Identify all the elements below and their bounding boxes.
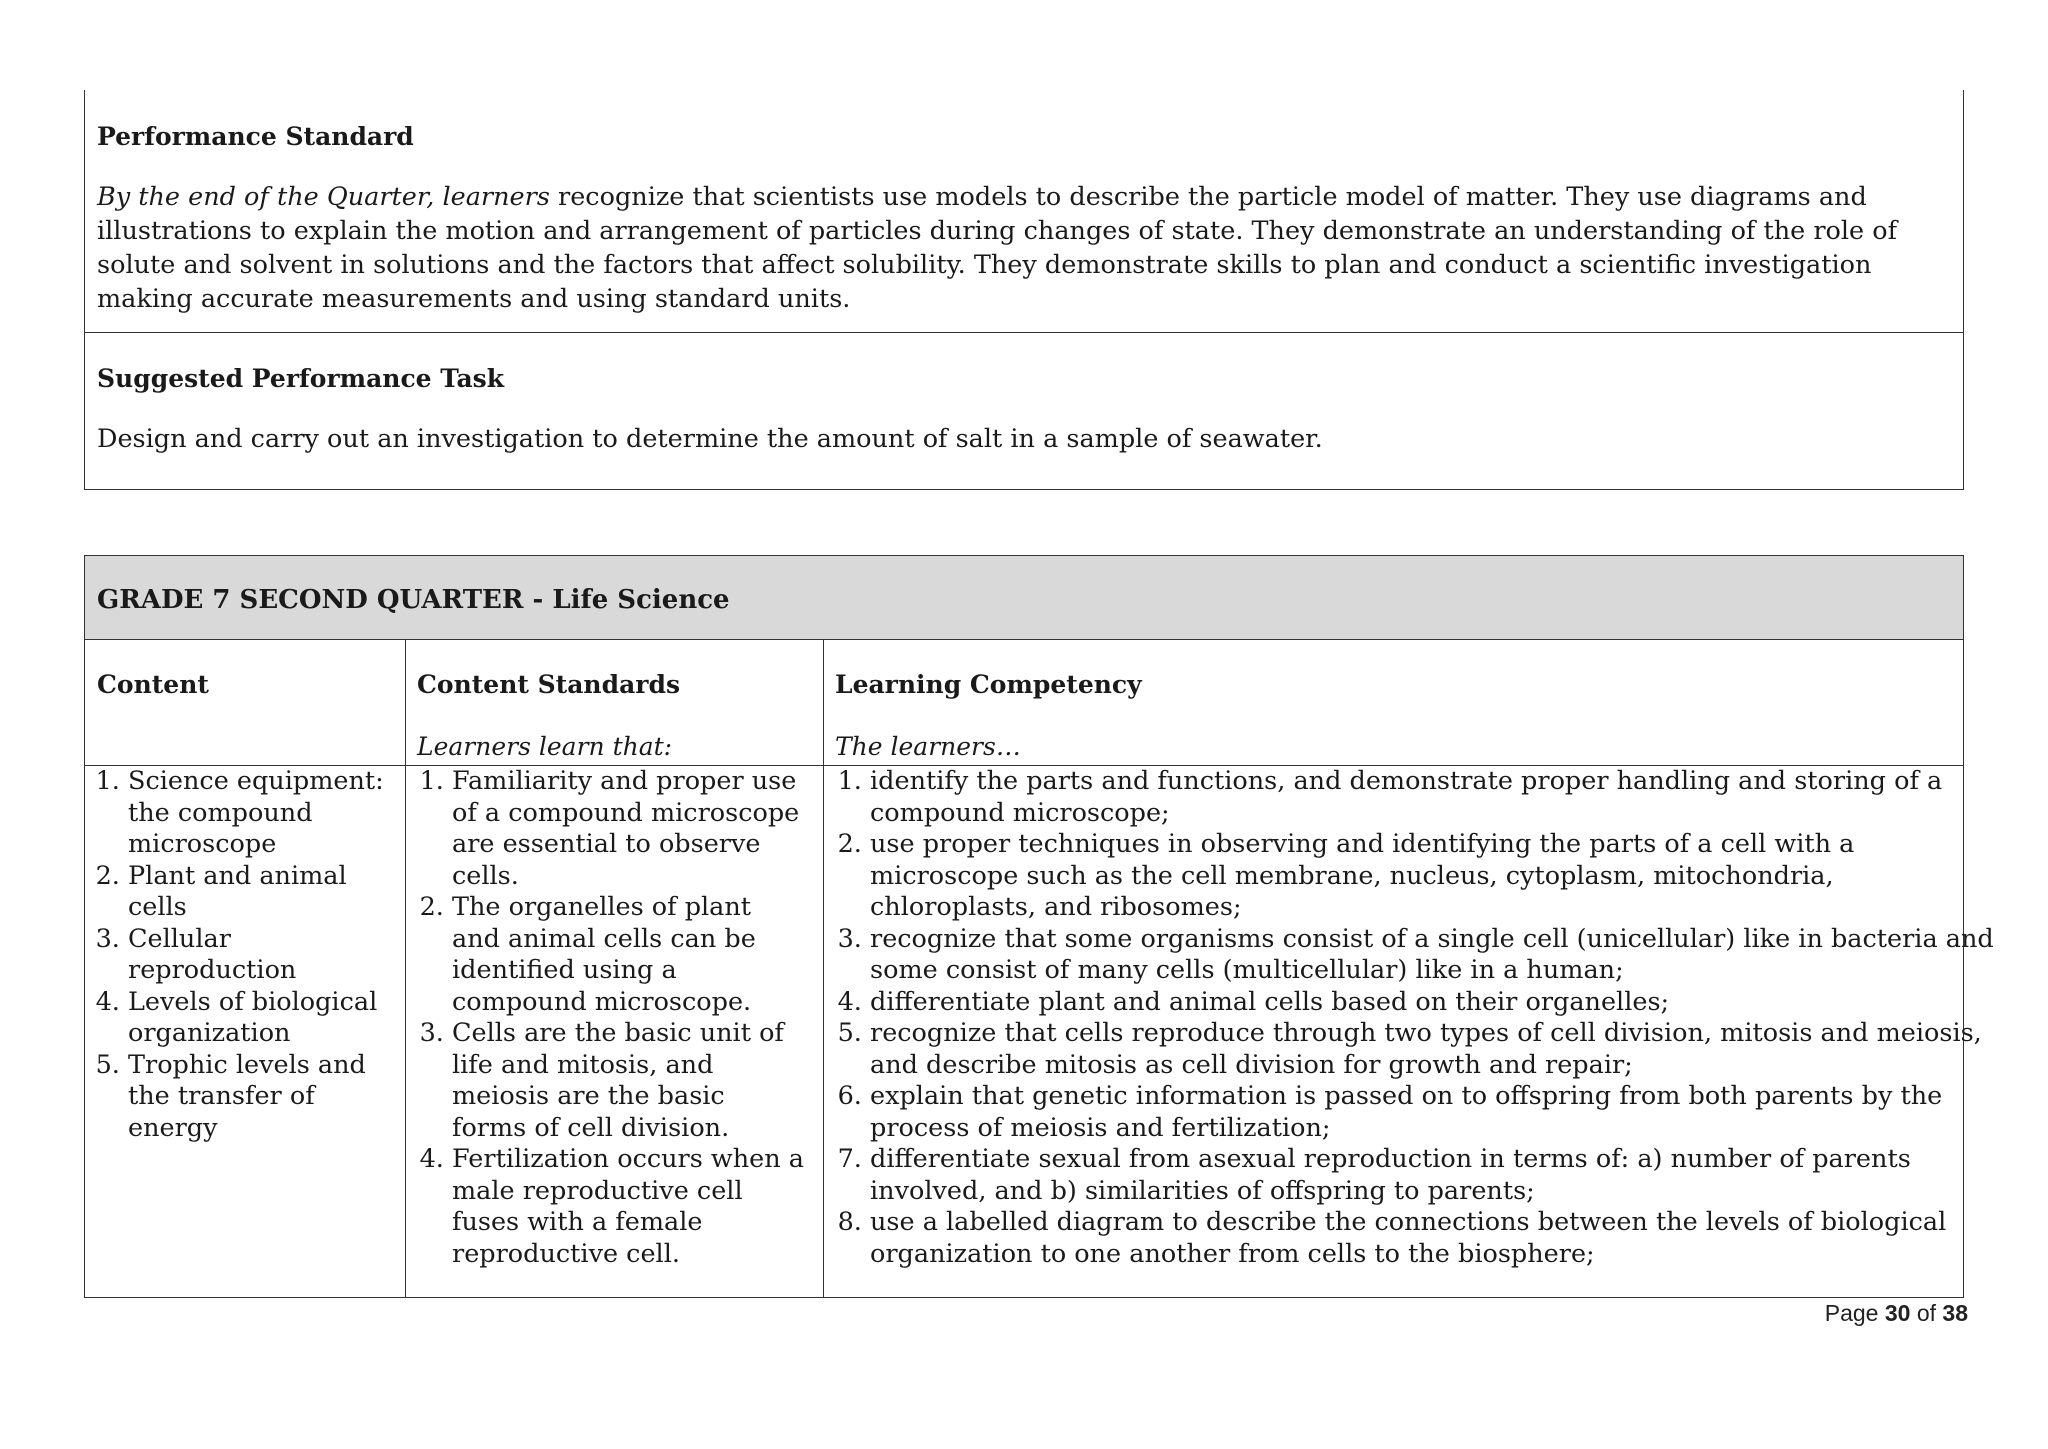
list-item: 8. use a labelled diagram to describe the connections between the levels of biological organization to one another from cells to the biosphere;	[870, 1207, 1995, 1270]
list-item: 2. Plant and animal cells	[128, 861, 406, 924]
suggested-task-text: Design and carry out an investigation to determine the amount of salt in a sample of seawater.	[97, 424, 1323, 454]
column-header-content: Content	[97, 670, 209, 699]
list-item: 7. differentiate sexual from asexual reproduction in terms of: a) number of parents involved, and b) similarities of offspring to parents;	[870, 1144, 1995, 1207]
list-item: 5. Trophic levels and the transfer of energy	[128, 1050, 406, 1145]
of-label: of	[1916, 1300, 1937, 1326]
learning-competency-list	[825, 766, 1995, 1270]
column-subheader-content-standards: Learners learn that:	[417, 732, 673, 761]
content-standards-list	[407, 766, 807, 1270]
page-number	[1825, 1300, 1968, 1327]
performance-standard-text	[97, 180, 1923, 316]
list-item: 2. use proper techniques in observing and identifying the parts of a cell with a microscope such as the cell membrane, nucleus, cytoplasm, mitochondria, chloroplasts, and ribosomes;	[870, 829, 1995, 924]
list-item: 6. explain that genetic information is passed on to offspring from both parents by the process of meiosis and fertilization;	[870, 1081, 1995, 1144]
performance-table	[84, 90, 1964, 490]
total-pages: 38	[1942, 1300, 1968, 1326]
content-list	[83, 766, 406, 1144]
list-item: 3. Cells are the basic unit of life and mitosis, and meiosis are the basic forms of cell division.	[452, 1018, 807, 1144]
column-divider	[823, 640, 824, 1297]
list-item: 3. recognize that some organisms consist of a single cell (unicellular) like in bacteria and some consist of many cells (multicellular) like in a human;	[870, 924, 1995, 987]
list-item: 1. Science equipment: the compound microscope	[128, 766, 406, 861]
column-subheader-learning-competency: The learners…	[835, 732, 1021, 761]
page-label: Page	[1824, 1300, 1879, 1326]
grade-table	[84, 555, 1994, 1298]
suggested-task-section	[85, 332, 1963, 489]
column-header-content-standards: Content Standards	[417, 670, 681, 699]
list-item: 4. differentiate plant and animal cells based on their organelles;	[870, 987, 1995, 1019]
grade-table-header	[85, 556, 1963, 640]
performance-standard-section	[85, 90, 1963, 333]
list-item: 3. Cellular reproduction	[128, 924, 406, 987]
column-header-learning-competency: Learning Competency	[835, 670, 1142, 699]
suggested-task-heading: Suggested Performance Task	[97, 364, 505, 393]
list-item: 4. Fertilization occurs when a male reproductive cell fuses with a female reproductive cell.	[452, 1144, 807, 1270]
performance-standard-intro: By the end of the Quarter, learners	[97, 182, 550, 212]
performance-standard-heading: Performance Standard	[97, 122, 414, 151]
list-item: 4. Levels of biological organization	[128, 987, 406, 1050]
current-page: 30	[1884, 1300, 1911, 1326]
performance-standard-body: recognize that scientists use models to describe the particle model of matter. They use diagrams and illustrations to explain the motion and arrangement of particles during changes of state. They demonstrate an understanding of the role of solute and solvent in solutions and the factors that affect solubility. They demonstrate skills to plan and conduct a scientific investigation making accurate measurements and using standard units.	[97, 182, 1898, 314]
list-item: 2. The organelles of plant and animal cells can be identified using a compound microscope.	[452, 892, 807, 1018]
list-item: 1. Familiarity and proper use of a compound microscope are essential to observe cells.	[452, 766, 807, 892]
grade-table-title: GRADE 7 SECOND QUARTER - Life Science	[97, 585, 730, 615]
list-item: 1. identify the parts and functions, and demonstrate proper handling and storing of a compound microscope;	[870, 766, 1995, 829]
list-item: 5. recognize that cells reproduce through two types of cell division, mitosis and meiosis, and describe mitosis as cell division for growth and repair;	[870, 1018, 1995, 1081]
